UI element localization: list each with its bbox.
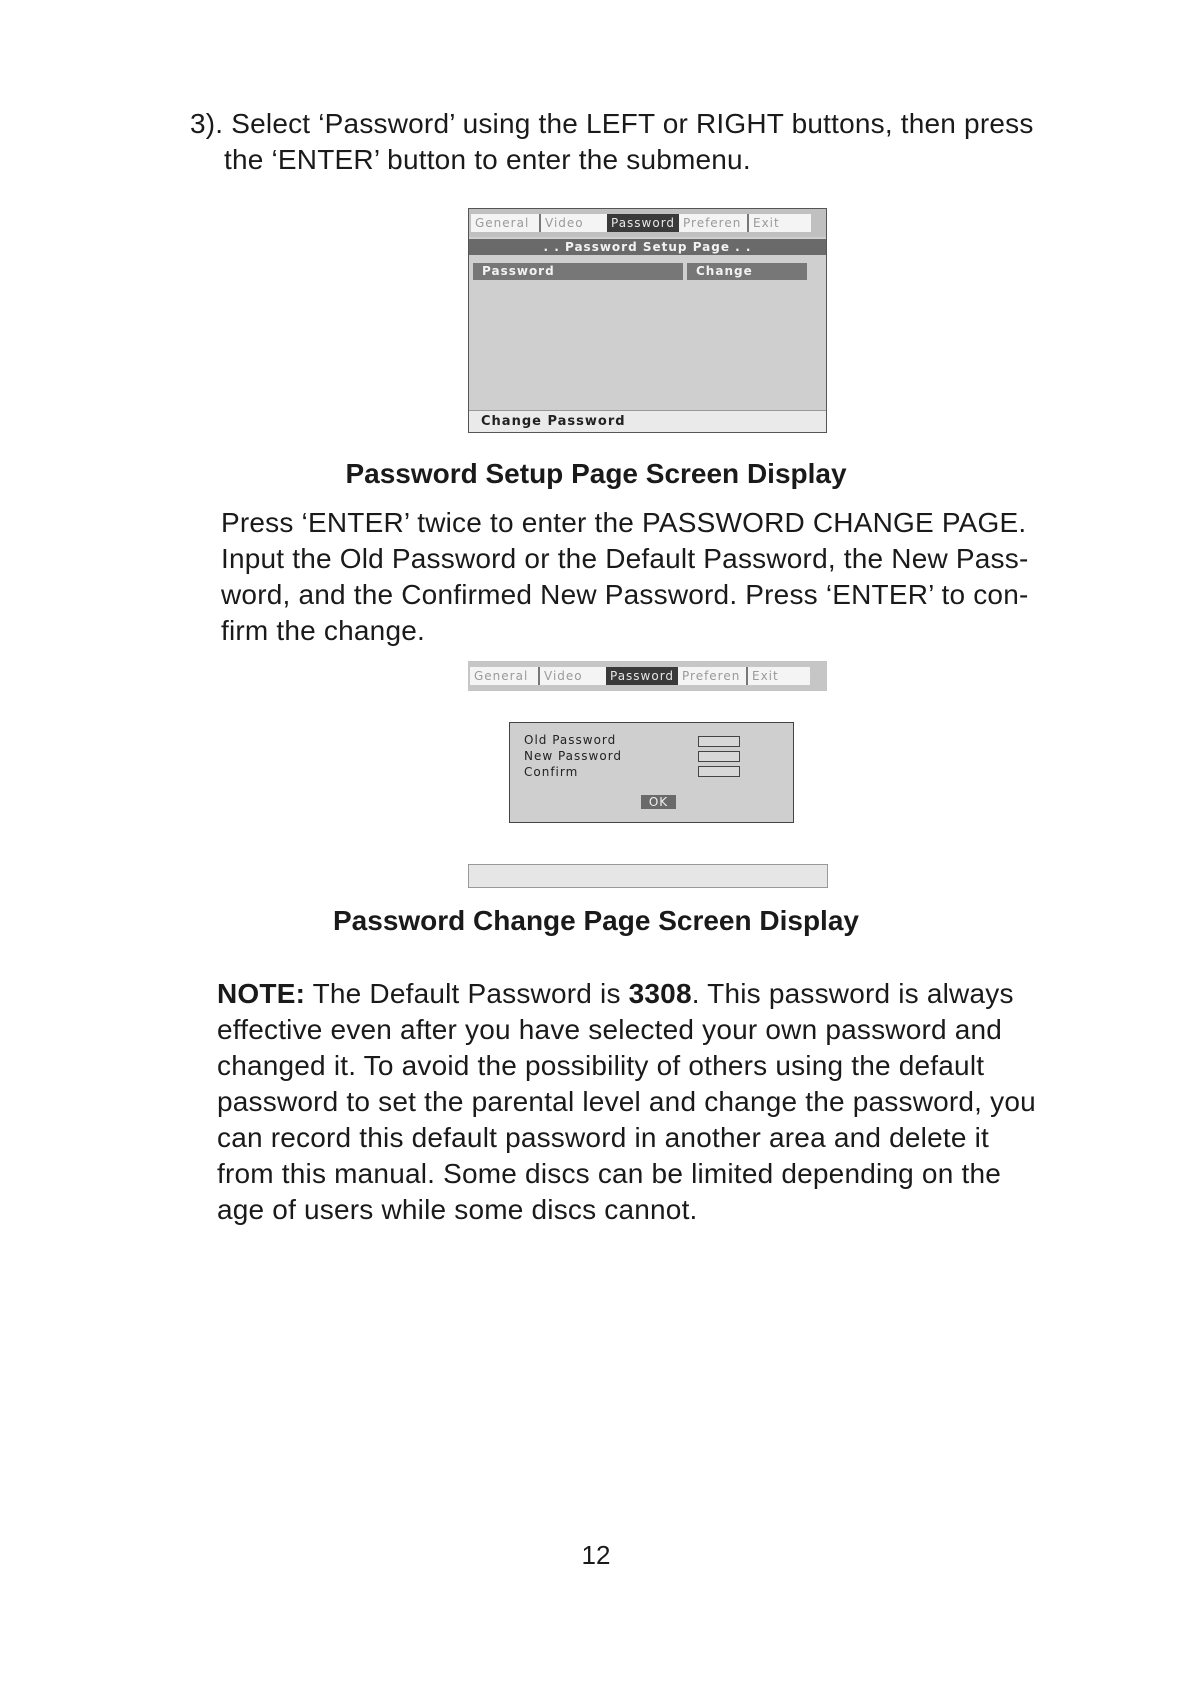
password-change-dialog [509,722,794,823]
tab-video[interactable]: Video [545,216,584,230]
step-3-instruction [190,106,1090,178]
tab-video[interactable]: Video [544,669,583,683]
tab-general[interactable]: General [470,667,540,685]
tab-password[interactable]: Password [607,214,679,232]
change-instructions [221,505,1081,649]
note-line-1 [217,976,1097,1012]
ok-button[interactable]: OK [641,795,676,809]
note-line-2: effective even after you have selected your own password and [217,1014,1003,1045]
change-instructions-line-4: firm the change. [221,615,425,646]
change-instructions-line-1: Press ‘ENTER’ twice to enter the PASSWORD CHANGE PAGE. [221,507,1027,538]
caption-setup-screen: Password Setup Page Screen Display [345,458,847,489]
note-label: NOTE: [217,978,306,1009]
new-password-label: New Password [524,749,623,763]
confirm-password-input[interactable] [698,766,740,777]
password-row-label[interactable]: Password [473,263,683,280]
password-change-option[interactable]: Change [687,263,807,280]
tab-exit[interactable]: Exit [753,216,780,230]
tab-preferences[interactable]: Preferen [679,214,749,232]
menu-tab-strip [471,214,811,232]
page-header: . . Password Setup Page . . [469,239,826,255]
step-3-line-2: the ‘ENTER’ button to enter the submenu. [224,144,751,175]
tab-exit[interactable]: Exit [752,669,779,683]
new-password-input[interactable] [698,751,740,762]
note-line-3: changed it. To avoid the possibility of others using the default [217,1050,985,1081]
old-password-input[interactable] [698,736,740,747]
change-screen-tab-bar [468,661,827,691]
note-line-4: password to set the parental level and change the password, you [217,1086,1036,1117]
change-instructions-line-3: word, and the Confirmed New Password. Press ‘ENTER’ to con- [221,579,1029,610]
menu-tab-bar [469,209,826,237]
old-password-label: Old Password [524,733,617,747]
note-text-start: The Default Password is [305,978,629,1009]
tab-password[interactable]: Password [606,667,678,685]
confirm-password-label: Confirm [524,765,579,779]
step-3-line-1: 3). Select ‘Password’ using the LEFT or RIGHT buttons, then press [190,108,1034,139]
note-text-rest: . This password is always [691,978,1014,1009]
status-bar: Change Password [469,410,826,432]
caption-change-screen: Password Change Page Screen Display [333,905,859,936]
note-line-5: can record this default password in another area and delete it [217,1122,989,1153]
default-password-note [217,976,1097,1228]
menu-tab-strip-2 [470,667,810,685]
tab-general[interactable]: General [471,214,541,232]
tab-preferences[interactable]: Preferen [678,667,748,685]
change-screen-status-bar [468,864,828,888]
change-instructions-line-2: Input the Old Password or the Default Password, the New Pass- [221,543,1029,574]
note-line-7: age of users while some discs cannot. [217,1194,698,1225]
note-line-6: from this manual. Some discs can be limited depending on the [217,1158,1001,1189]
page-number: 12 [581,1540,611,1570]
default-password-code: 3308 [628,978,692,1009]
password-setup-screen [468,208,827,433]
